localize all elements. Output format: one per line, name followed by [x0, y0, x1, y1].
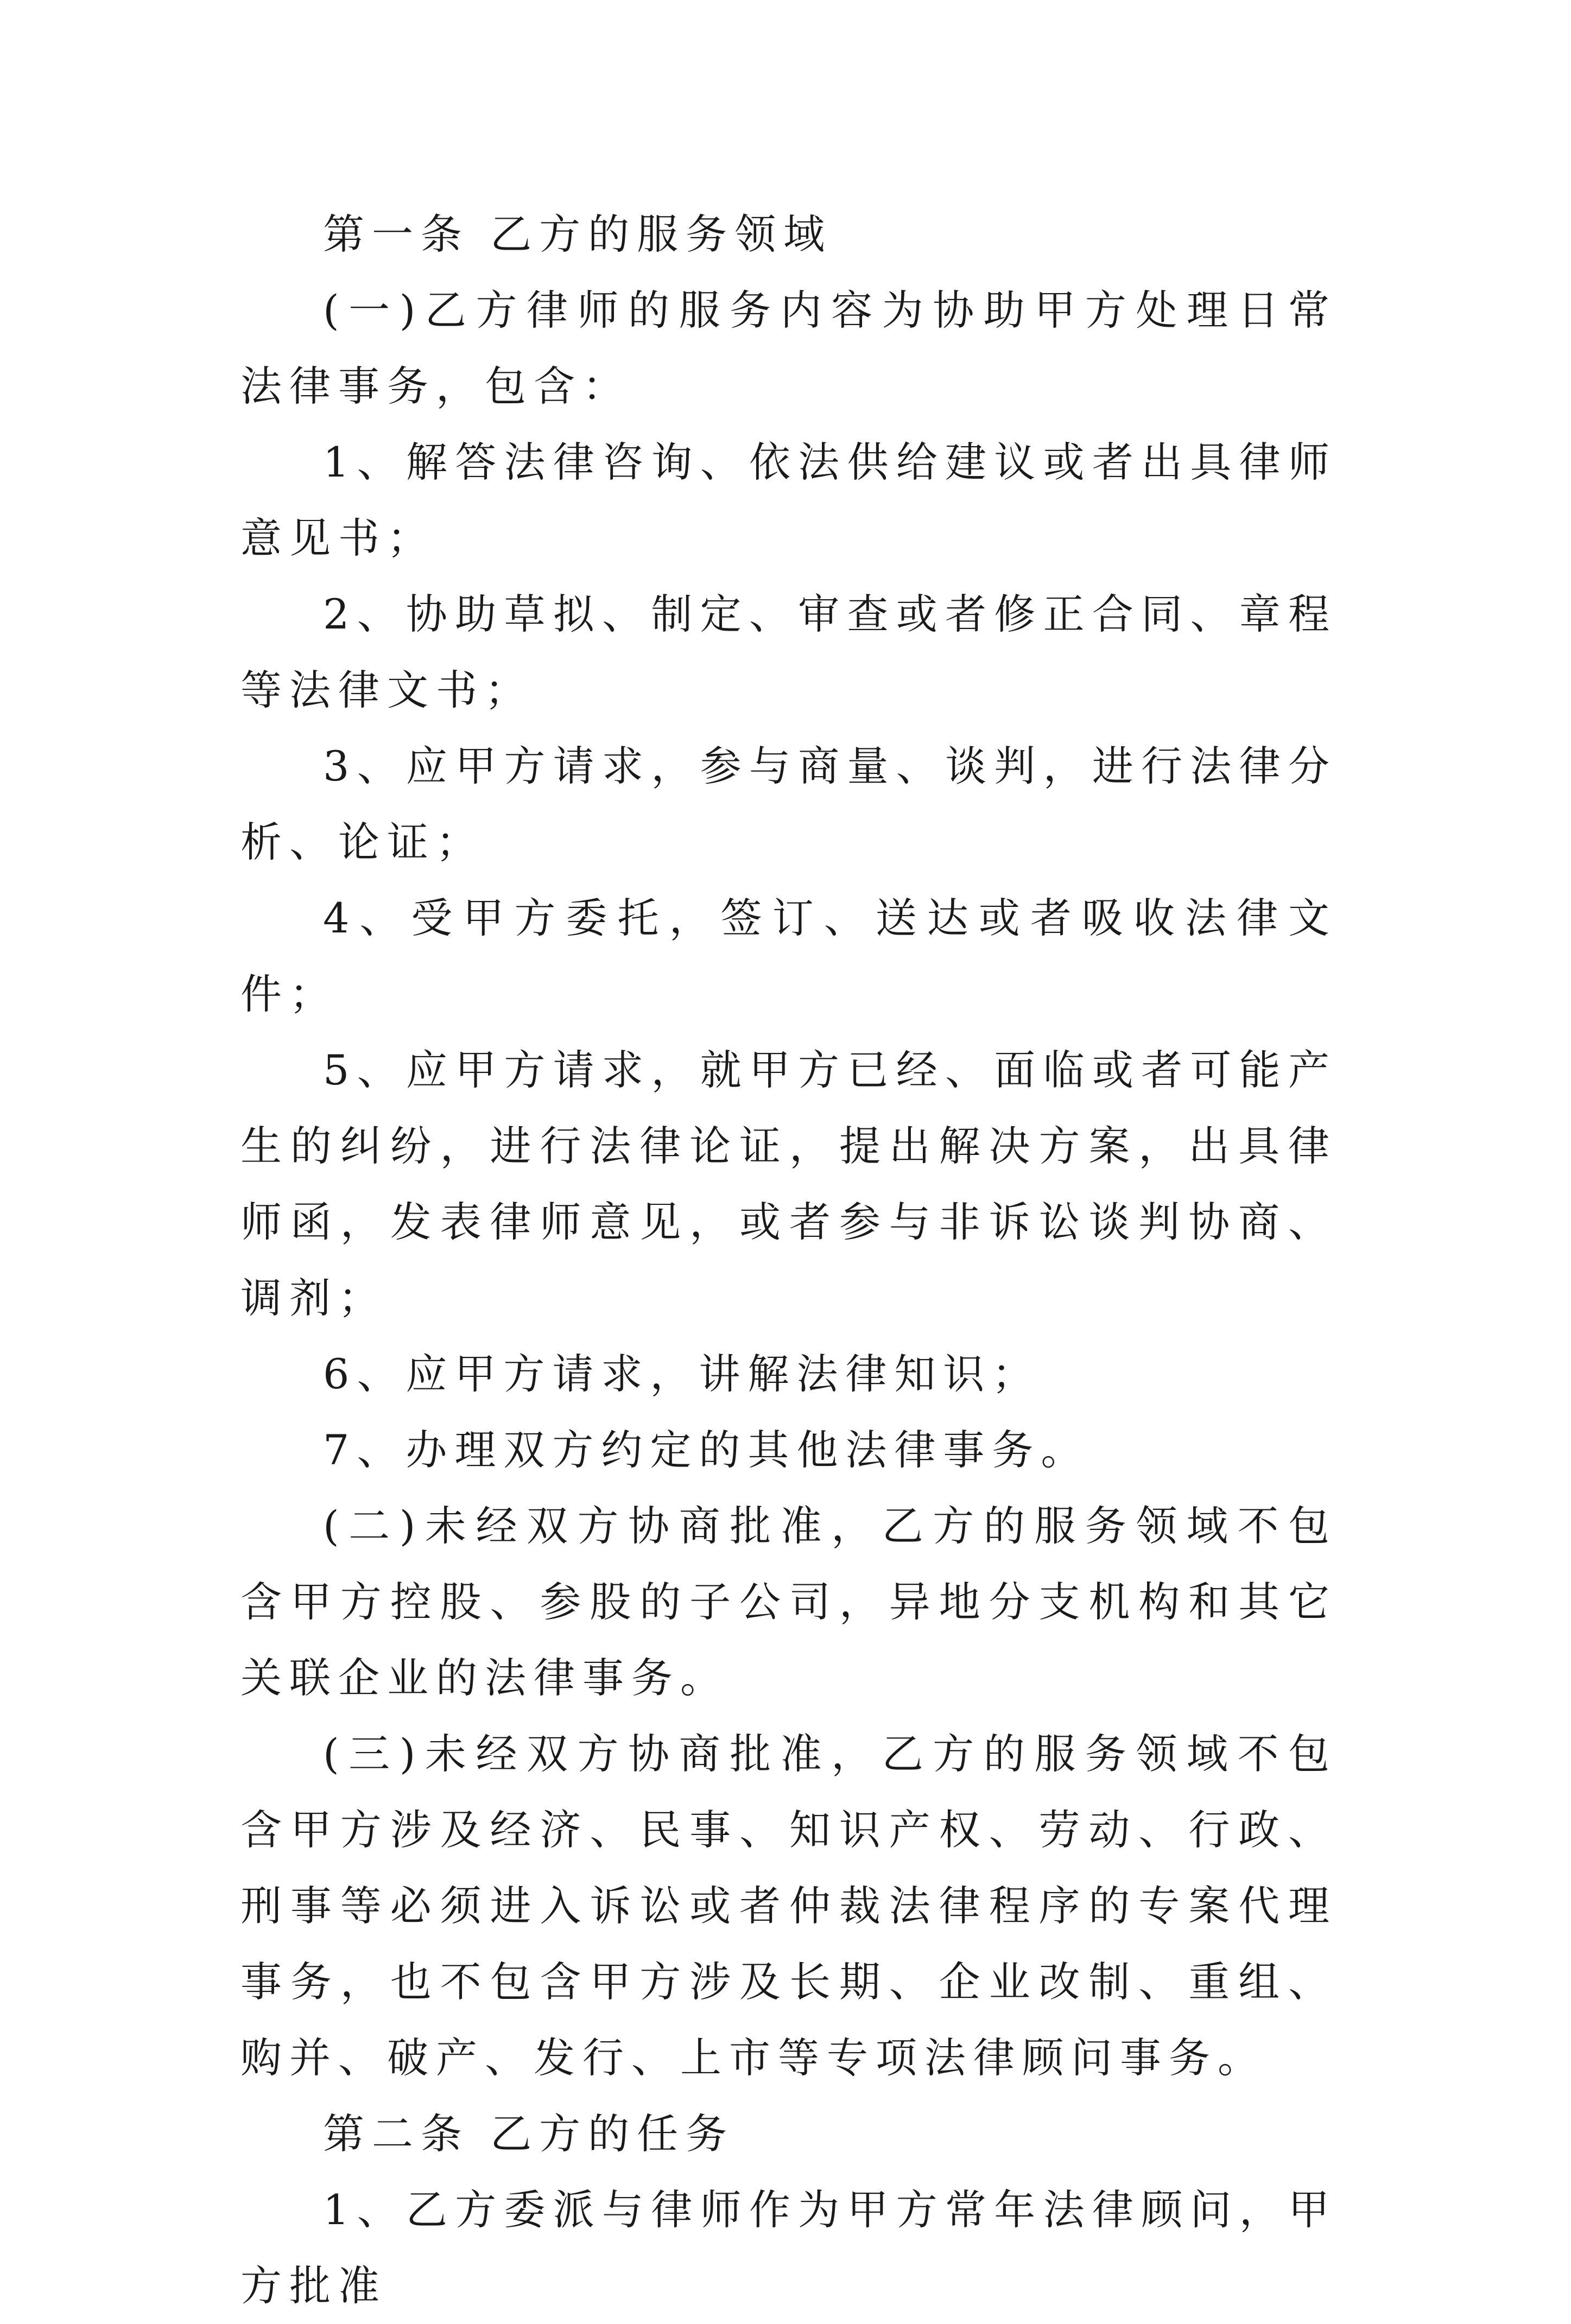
clause-1-paragraph: (一)乙方律师的服务内容为协助甲方处理日常法律事务，包含： — [240, 286, 1337, 410]
clause-3-paragraph: (三)未经双方协商批准，乙方的服务领域不包含甲方涉及经济、民事、知识产权、劳动、行政、刑事等必须进入诉讼或者仲裁法律程序的专案代理事务，也不包含甲方涉及长期、企业改制、重组、购并、破产、发行、上市等专项法律顾问事务。 — [240, 1730, 1337, 2082]
list-item-2: 2、协助草拟、制定、审查或者修正合同、章程等法律文书； — [240, 590, 1337, 714]
clause-2-paragraph: (二)未经双方协商批准，乙方的服务领域不包含甲方控股、参股的子公司，异地分支机构和其它关联企业的法律事务。 — [240, 1502, 1337, 1702]
article-1-heading: 第一条 乙方的服务领域 — [323, 210, 833, 258]
task-item-1: 1、乙方委派与律师作为甲方常年法律顾问，甲方批准 — [240, 2186, 1337, 2310]
list-item-7: 7、办理双方约定的其他法律事务。 — [323, 1426, 1090, 1474]
list-item-6: 6、应甲方请求，讲解法律知识； — [323, 1350, 1041, 1398]
list-item-5: 5、应甲方请求，就甲方已经、面临或者可能产生的纠纷，进行法律论证，提出解决方案，出具律师函，发表律师意见，或者参与非诉讼谈判协商、调剂； — [240, 1046, 1337, 1322]
article-2-heading: 第二条 乙方的任务 — [323, 2110, 735, 2158]
list-item-4: 4、受甲方委托，签订、送达或者吸收法律文件； — [240, 894, 1337, 1018]
list-item-3: 3、应甲方请求，参与商量、谈判，进行法律分析、论证； — [240, 742, 1337, 866]
list-item-1: 1、解答法律咨询、依法供给建议或者出具律师意见书； — [240, 438, 1337, 562]
document-body — [240, 196, 1337, 2324]
